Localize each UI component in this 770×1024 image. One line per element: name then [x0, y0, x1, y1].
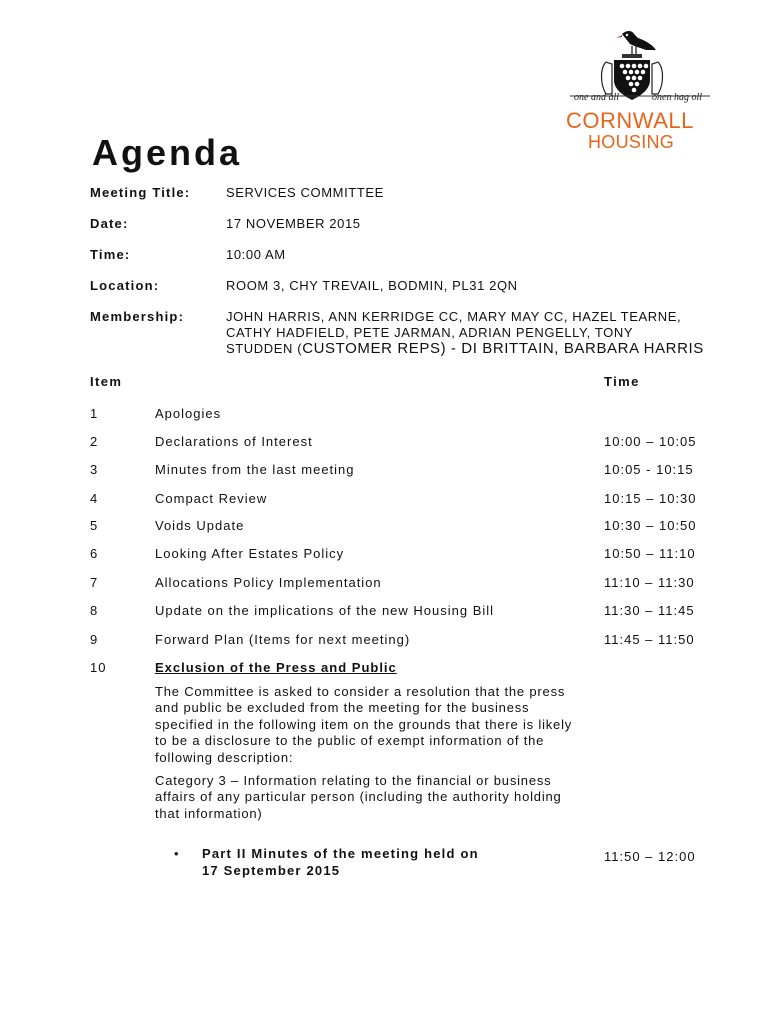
location-value: ROOM 3, CHY TREVAIL, BODMIN, PL31 2QN [226, 278, 518, 293]
item-time: 11:10 – 11:30 [604, 575, 695, 590]
bullet-icon: • [174, 846, 179, 861]
item-time: 10:15 – 10:30 [604, 491, 697, 506]
date-value: 17 NOVEMBER 2015 [226, 216, 361, 231]
item-title: Apologies [155, 406, 222, 421]
item-time: 10:05 - 10:15 [604, 462, 694, 477]
item-title: Looking After Estates Policy [155, 546, 345, 561]
item-title: Compact Review [155, 491, 268, 506]
meeting-title-label: Meeting Title: [90, 185, 191, 200]
item-time: 11:30 – 11:45 [604, 603, 695, 618]
item-number: 10 [90, 660, 107, 675]
membership-label: Membership: [90, 309, 185, 324]
membership-line-3 [226, 341, 726, 357]
motto-left: one and all [574, 92, 619, 103]
membership-value [226, 309, 726, 357]
exclusion-heading: Exclusion of the Press and Public [155, 660, 397, 675]
item-title: Declarations of Interest [155, 434, 313, 449]
item-number: 2 [90, 434, 99, 449]
membership-line-2: CATHY HADFIELD, PETE JARMAN, ADRIAN PENGELLY, TONY [226, 325, 634, 340]
brand-housing: HOUSING [588, 132, 675, 152]
time-value: 10:00 AM [226, 247, 286, 262]
item-title: Forward Plan (Items for next meeting) [155, 632, 411, 647]
part-two-time: 11:50 – 12:00 [604, 849, 696, 864]
page-title: Agenda [92, 132, 243, 173]
item-number: 3 [90, 462, 99, 477]
item-time: 11:45 – 11:50 [604, 632, 695, 647]
time-label: Time: [90, 247, 131, 262]
brand-cornwall: CORNWALL [566, 108, 694, 133]
item-number: 5 [90, 518, 99, 533]
item-number: 8 [90, 603, 99, 618]
item-time: 10:30 – 10:50 [604, 518, 697, 533]
part-two-line-1: Part II Minutes of the meeting held on [202, 846, 479, 861]
meeting-title-value: SERVICES COMMITTEE [226, 185, 384, 200]
cornwall-housing-logo [560, 28, 720, 158]
item-number: 9 [90, 632, 99, 647]
item-title: Minutes from the last meeting [155, 462, 355, 477]
item-number: 6 [90, 546, 99, 561]
exclusion-resolution-text: The Committee is asked to consider a resolution that the press and public be excluded from the meeting for the business specified in the following item on the grounds that there is likely to be a disclosure to the public of exempt information of the following description: [155, 684, 573, 765]
item-number: 7 [90, 575, 99, 590]
motto-right: onen hag oll [652, 92, 702, 103]
item-title: Update on the implications of the new Housing Bill [155, 603, 495, 618]
time-column-header: Time [604, 374, 640, 389]
membership-line-3b: CUSTOMER REPS) - DI BRITTAIN, BARBARA HARRIS [302, 340, 704, 357]
membership-line-1: JOHN HARRIS, ANN KERRIDGE CC, MARY MAY CC, HAZEL TEARNE, [226, 309, 682, 324]
item-title: Voids Update [155, 518, 245, 533]
item-number: 1 [90, 406, 99, 421]
item-time: 10:00 – 10:05 [604, 434, 697, 449]
location-label: Location: [90, 278, 160, 293]
item-time: 10:50 – 11:10 [604, 546, 696, 561]
membership-line-3a: STUDDEN ( [226, 341, 303, 356]
part-two-line-2: 17 September 2015 [202, 862, 341, 878]
exclusion-category-text: Category 3 – Information relating to the financial or business affairs of any particular person (including the authority holding that information) [155, 773, 562, 821]
part-two-minutes-item [202, 846, 542, 879]
item-title: Allocations Policy Implementation [155, 575, 382, 590]
date-label: Date: [90, 216, 129, 231]
item-column-header: Item [90, 374, 123, 389]
item-number: 4 [90, 491, 99, 506]
